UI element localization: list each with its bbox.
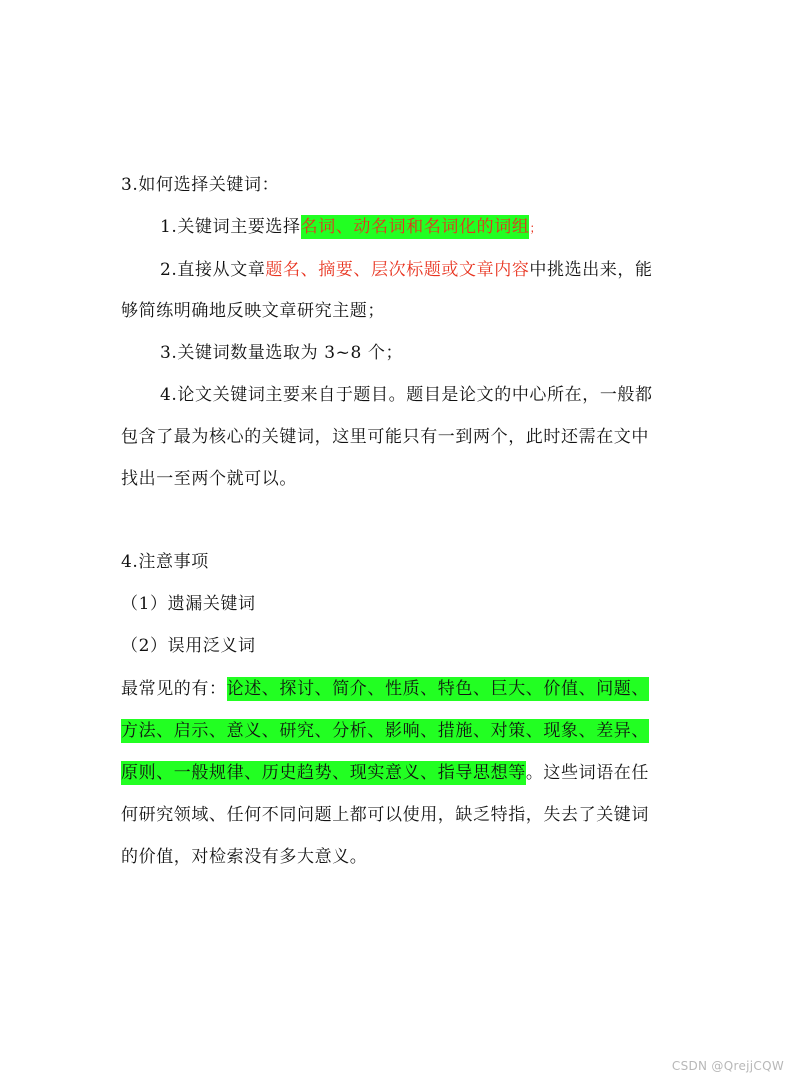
- common-words-tail: 。这些词语在任: [525, 763, 650, 783]
- section-4-heading-text: 4.注意事项: [121, 552, 209, 572]
- common-words-line-3: [121, 758, 649, 788]
- section-3-item-2: [160, 255, 653, 285]
- sub-2-text: （2）误用泛义词: [121, 636, 256, 656]
- section-3-heading-text: 3.如何选择关键词：: [121, 175, 280, 195]
- common-words-line-2: [121, 716, 649, 746]
- item-2-line-2-text: 够简练明确地反映文章研究主题；: [121, 301, 385, 321]
- common-words-prefix: 最常见的有：: [121, 679, 227, 699]
- common-words-line-4: [121, 800, 649, 830]
- section-3-heading: [121, 170, 279, 200]
- item-1-prefix: 1.关键词主要选择: [160, 217, 301, 237]
- section-3-item-3: [160, 338, 403, 368]
- item-4-line-2: 包含了最为核心的关键词，这里可能只有一到两个，此时还需在文中: [121, 427, 649, 447]
- item-3-text: 3.关键词数量选取为 3~8 个；: [160, 343, 404, 363]
- section-4-sub-1: [121, 589, 256, 619]
- common-words-line-5: [121, 842, 367, 872]
- common-words-line-5-text: 的价值，对检索没有多大意义。: [121, 847, 368, 867]
- common-words-line-1: [121, 674, 649, 704]
- item-4-line-3: 找出一至两个就可以。: [121, 469, 297, 489]
- section-3-item-4: [160, 380, 653, 410]
- section-3-item-1: [160, 212, 542, 243]
- item-1-highlight: 名词、动名词和名词化的词组: [300, 217, 530, 237]
- common-words-highlight-2: 方法、启示、意义、研究、分析、影响、措施、对策、现象、差异、: [121, 721, 649, 741]
- section-4-sub-2: [121, 631, 256, 661]
- common-words-highlight-1: 论述、探讨、简介、性质、特色、巨大、价值、问题、: [226, 679, 650, 699]
- item-2-prefix: 2.直接从文章: [160, 260, 266, 280]
- section-3-item-2-line-2: [121, 296, 385, 326]
- csdn-watermark: CSDN @QrejjCQW: [671, 1059, 784, 1073]
- section-3-item-4-line-3: [121, 464, 297, 494]
- section-4-heading: [121, 547, 209, 577]
- item-4-line-1: 4.论文关键词主要来自于题目。题目是论文的中心所在，一般都: [160, 385, 653, 405]
- item-2-red-text: 题名、摘要、层次标题或文章内容: [265, 260, 530, 280]
- section-3-item-4-line-2: [121, 422, 649, 452]
- common-words-highlight-3: 原则、一般规律、历史趋势、现实意义、指导思想等: [121, 763, 526, 783]
- sub-1-text: （1）遗漏关键词: [121, 594, 256, 614]
- item-2-suffix: 中挑选出来，能: [529, 260, 653, 280]
- common-words-line-4-text: 何研究领域、任何不同问题上都可以使用，缺乏特指，失去了关键词: [121, 805, 649, 825]
- item-1-suffix: ；: [529, 221, 543, 235]
